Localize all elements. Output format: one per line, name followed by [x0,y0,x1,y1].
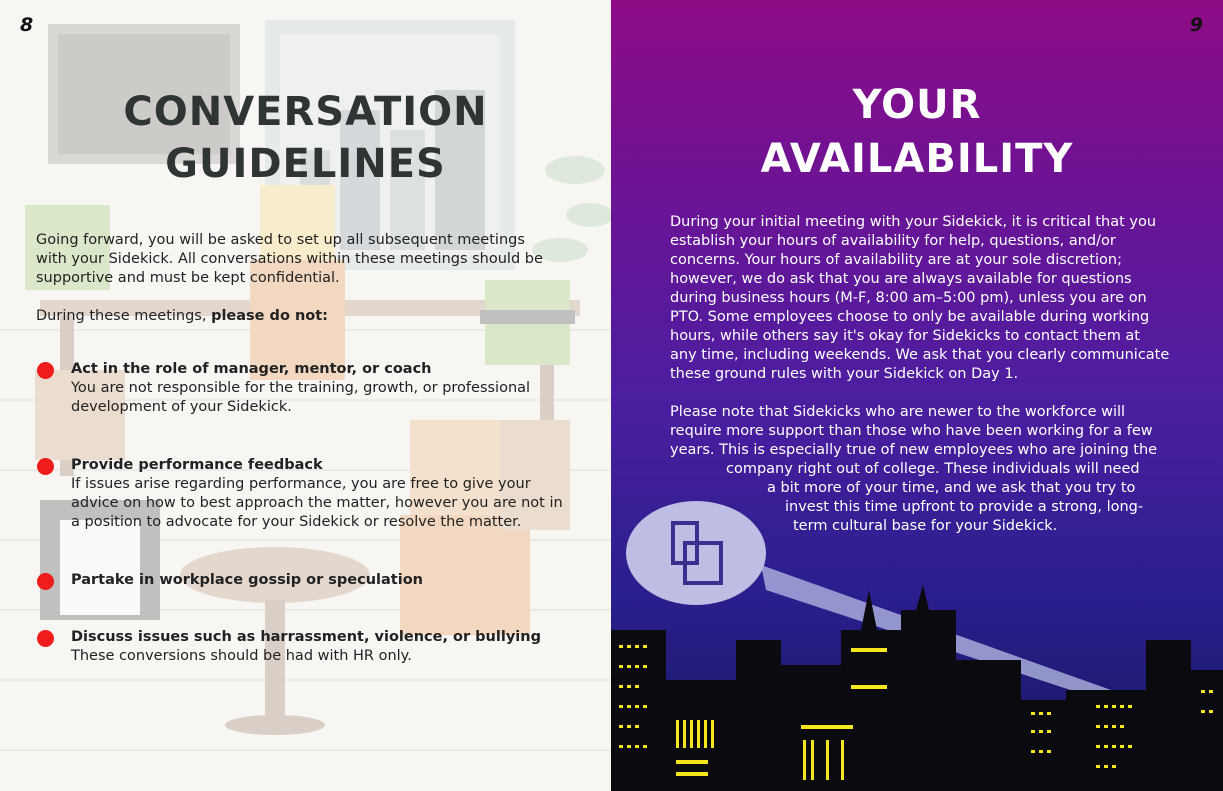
availability-body [670,213,1170,536]
paragraph-line: Please note that Sidekicks who are newer to the workforce will [670,404,1126,420]
paragraph-line: company right out of college. These individuals will need [726,461,1140,477]
title-line-1: CONVERSATION [123,89,488,135]
availability-paragraph-2 [670,403,1170,536]
page-number-right: 9 [1189,14,1203,36]
title-line-2: AVAILABILITY [760,136,1074,182]
left-page [0,0,611,791]
bullet-item-manager [36,360,566,417]
page-number-left: 8 [20,14,34,36]
bullet-heading: Partake in workplace gossip or speculation [71,572,423,588]
title-line-1: YOUR [852,82,982,128]
bullet-description: You are not responsible for the training, growth, or professional development of your Sidekick. [71,380,531,415]
bullet-dot-icon [37,458,54,475]
page-title-left [0,86,611,190]
bullet-heading: Act in the role of manager, mentor, or coach [71,361,432,377]
lead-in-paragraph [36,307,556,326]
bullet-description: These conversions should be had with HR only. [71,648,412,664]
paragraph-line: invest this time upfront to provide a strong, long- [785,499,1144,515]
bullet-item-issues [36,628,566,666]
bullet-dot-icon [37,362,54,379]
bullet-heading: Provide performance feedback [71,457,323,473]
bullet-item-feedback [36,456,566,532]
availability-paragraph-1: During your initial meeting with your Sidekick, it is critical that you establish your hours of availability for help, questions, and/or concerns. Your hours of availability are at your sole discretion; however, we do ask that you are always available for questions during business hours (M-F, 8:00 am–5:00 pm), unless you are on PTO. Some employees choose to only be available during working hours, while others say it's okay for Sidekicks to contact them at any time, including weekends. We ask that you clearly communicate these ground rules with your Sidekick on Day 1. [670,214,1170,382]
lead-in-prefix: During these meetings, [36,308,212,324]
bullet-dot-icon [37,630,54,647]
intro-text [36,231,556,345]
bullet-heading: Discuss issues such as harrassment, violence, or bullying [71,629,541,645]
bullet-item-gossip [36,571,566,590]
lead-in-bold: please do not: [211,308,328,324]
paragraph-line: require more support than those who have been working for a few [670,423,1153,439]
bullet-dot-icon [37,573,54,590]
intro-paragraph: Going forward, you will be asked to set up all subsequent meetings with your Sidekick. All conversations within these meetings should be supportive and must be kept confidential. [36,232,543,286]
paragraph-line: years. This is especially true of new employees who are joining the [670,442,1158,458]
title-line-2: GUIDELINES [165,141,446,187]
paragraph-line: a bit more of your time, and we ask that you try to [767,480,1136,496]
bullet-description: If issues arise regarding performance, you are free to give your advice on how to best approach the matter, however you are not in a position to advocate for your Sidekick or resolve the matter. [71,476,563,530]
paragraph-line: term cultural base for your Sidekick. [793,518,1058,534]
